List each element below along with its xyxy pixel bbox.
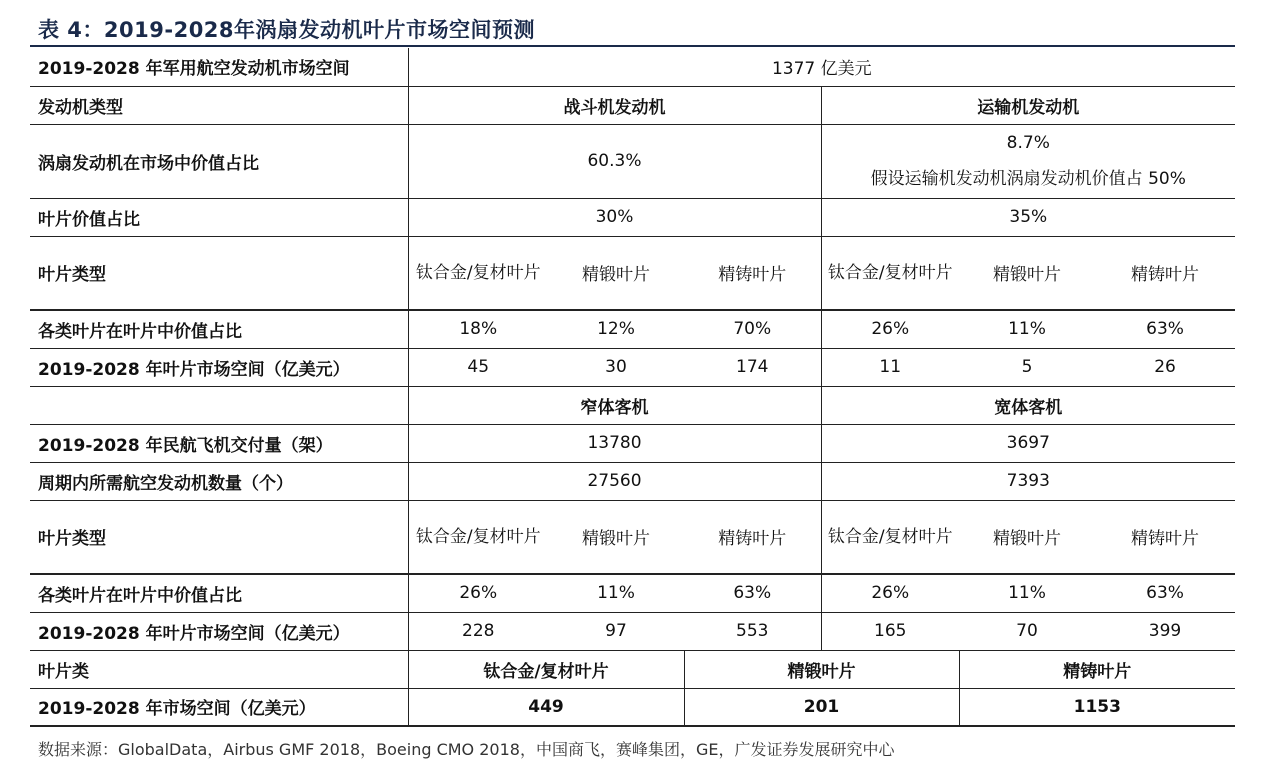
cell: 63%: [1095, 574, 1235, 612]
ti-composite-header: 钛合金/复材叶片: [408, 650, 684, 688]
table-row: [30, 310, 1235, 348]
cell: 钛合金/复材叶片: [408, 236, 548, 310]
row-label: 发动机类型: [30, 86, 408, 124]
table-row: [30, 688, 1235, 726]
narrowbody-header: 窄体客机: [408, 386, 821, 424]
cell: 70%: [684, 310, 821, 348]
cell: 12%: [548, 310, 684, 348]
row-label: 涡扇发动机在市场中价值占比: [30, 124, 408, 198]
cell: 228: [408, 612, 548, 650]
cell: 174: [684, 348, 821, 386]
transport-note: 假设运输机发动机涡扇发动机价值占 50%: [870, 169, 1186, 189]
table-row: [30, 424, 1235, 462]
cell: 26%: [408, 574, 548, 612]
cell: 26: [1095, 348, 1235, 386]
cell: 97: [548, 612, 684, 650]
table-row: [30, 124, 1235, 198]
transport-header: 运输机发动机: [821, 86, 1235, 124]
cell: 精铸叶片: [1095, 500, 1235, 574]
cell: 18%: [408, 310, 548, 348]
cell: 7393: [821, 462, 1235, 500]
row-label: 周期内所需航空发动机数量（个）: [30, 462, 408, 500]
row-label: 叶片类型: [30, 500, 408, 574]
cell: 399: [1095, 612, 1235, 650]
cell: 201: [684, 688, 959, 726]
cell: 11%: [548, 574, 684, 612]
row-label: 2019-2028 年叶片市场空间（亿美元）: [30, 348, 408, 386]
cell: 70: [959, 612, 1095, 650]
row-label: 2019-2028 年市场空间（亿美元）: [30, 688, 408, 726]
forged-header: 精锻叶片: [684, 650, 959, 688]
market-forecast-table: [30, 48, 1235, 727]
market-value: 1377 亿美元: [408, 48, 1235, 86]
cell: 449: [408, 688, 684, 726]
cell: 1153: [959, 688, 1235, 726]
row-label: 2019-2028 年民航飞机交付量（架）: [30, 424, 408, 462]
table-row: [30, 198, 1235, 236]
table-row: [30, 386, 1235, 424]
table-row: [30, 462, 1235, 500]
cast-header: 精铸叶片: [959, 650, 1235, 688]
row-label: 各类叶片在叶片中价值占比: [30, 574, 408, 612]
cell: 11%: [959, 574, 1095, 612]
row-label: 叶片类: [30, 650, 408, 688]
title-divider: [30, 45, 1235, 47]
source-note: 数据来源：GlobalData，Airbus GMF 2018，Boeing CMO 2018，中国商飞，赛峰集团，GE，广发证券发展研究中心: [38, 740, 895, 759]
cell: 11: [821, 348, 959, 386]
cell: 553: [684, 612, 821, 650]
table-row: [30, 574, 1235, 612]
cell: 26%: [821, 574, 959, 612]
cell: 35%: [821, 198, 1235, 236]
row-label: 叶片类型: [30, 236, 408, 310]
table-row: [30, 650, 1235, 688]
cell: 11%: [959, 310, 1095, 348]
cell: 13780: [408, 424, 821, 462]
cell: 26%: [821, 310, 959, 348]
row-label: 各类叶片在叶片中价值占比: [30, 310, 408, 348]
cell: 精锻叶片: [959, 500, 1095, 574]
cell: 3697: [821, 424, 1235, 462]
cell: 60.3%: [408, 124, 821, 198]
cell: 165: [821, 612, 959, 650]
cell: 钛合金/复材叶片: [821, 500, 959, 574]
table-title: 表 4：2019-2028年涡扇发动机叶片市场空间预测: [38, 18, 536, 42]
cell: 精铸叶片: [1095, 236, 1235, 310]
cell: 钛合金/复材叶片: [821, 236, 959, 310]
table-row: [30, 236, 1235, 310]
row-label: 2019-2028 年军用航空发动机市场空间: [30, 48, 408, 86]
cell: 精锻叶片: [548, 500, 684, 574]
table-row: [30, 348, 1235, 386]
cell: 8.7%: [1006, 133, 1050, 153]
table-row: [30, 612, 1235, 650]
widebody-header: 宽体客机: [821, 386, 1235, 424]
row-label: [30, 386, 408, 424]
row-label: 叶片价值占比: [30, 198, 408, 236]
cell: 精铸叶片: [684, 236, 821, 310]
table-row: [30, 500, 1235, 574]
cell: 63%: [684, 574, 821, 612]
fighter-header: 战斗机发动机: [408, 86, 821, 124]
cell: 精铸叶片: [684, 500, 821, 574]
row-label: 2019-2028 年叶片市场空间（亿美元）: [30, 612, 408, 650]
cell: 5: [959, 348, 1095, 386]
transport-turbofan-cell: [821, 124, 1235, 198]
cell: 30%: [408, 198, 821, 236]
cell: 30: [548, 348, 684, 386]
cell: 63%: [1095, 310, 1235, 348]
cell: 钛合金/复材叶片: [408, 500, 548, 574]
cell: 45: [408, 348, 548, 386]
cell: 精锻叶片: [959, 236, 1095, 310]
table-row: [30, 48, 1235, 86]
cell: 精锻叶片: [548, 236, 684, 310]
table-row: [30, 86, 1235, 124]
cell: 27560: [408, 462, 821, 500]
